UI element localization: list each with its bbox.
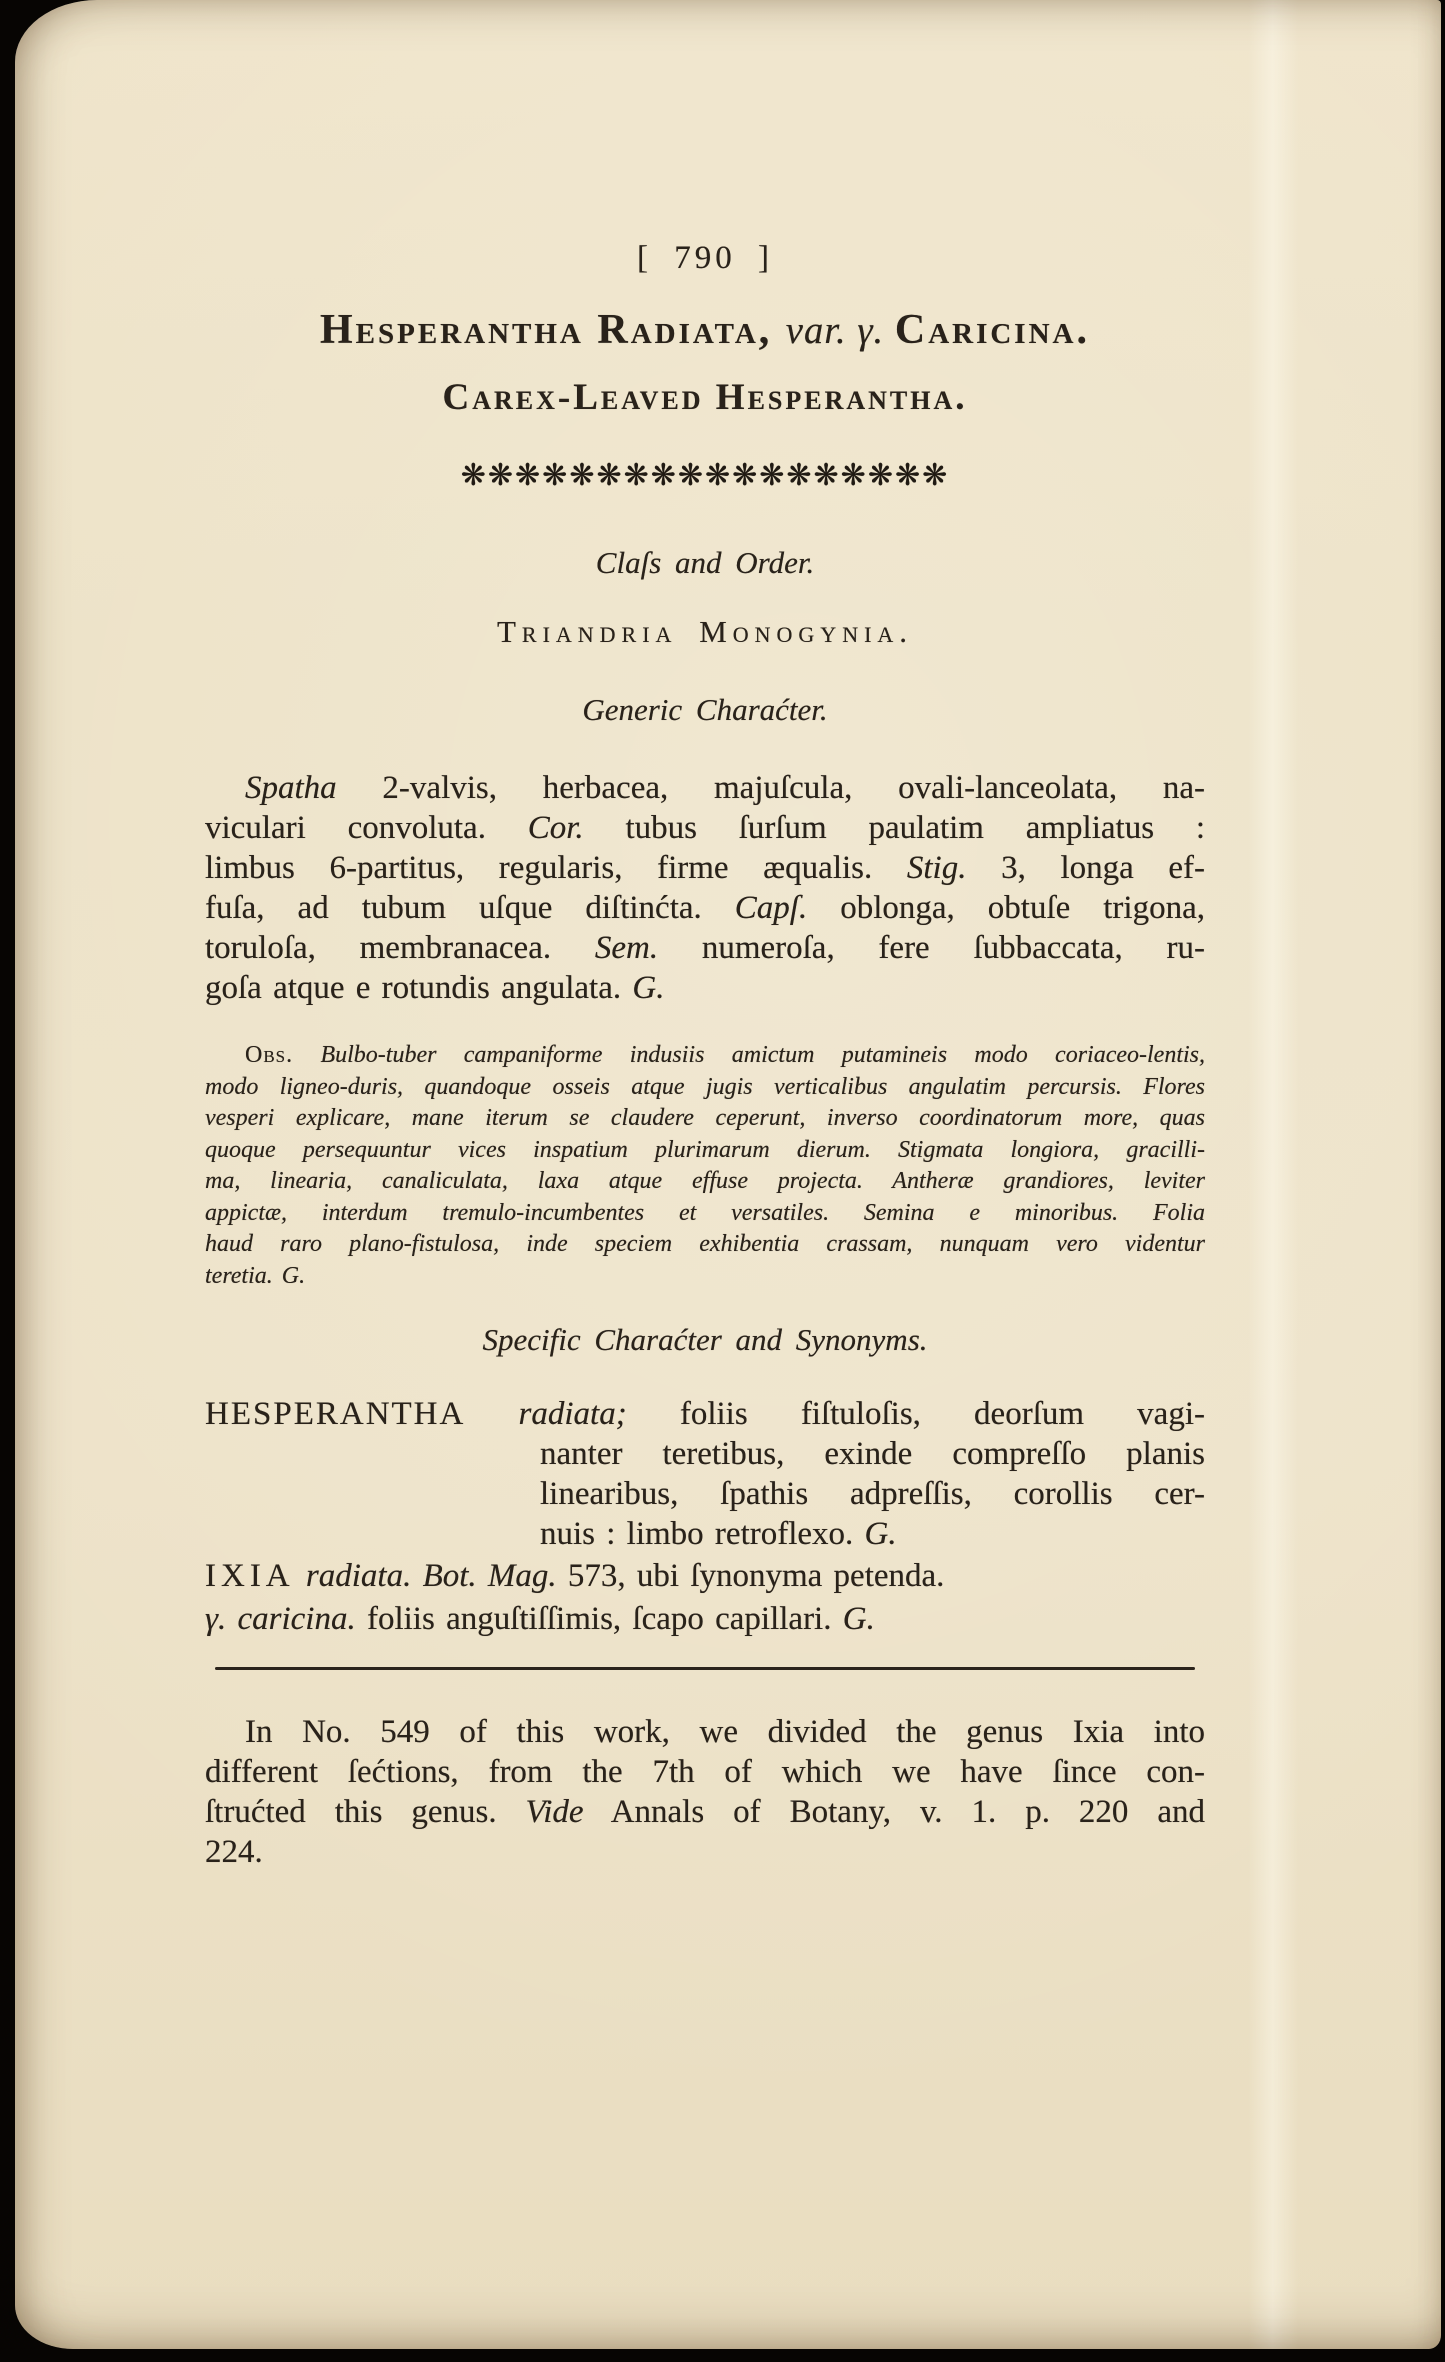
text-line: haud raro plano-fistulosa, inde speciem exhibentia crassam, nunquam vero videntur bbox=[205, 1231, 1205, 1257]
class-order-value: Triandria Monogynia. bbox=[496, 614, 914, 649]
observation-paragraph bbox=[205, 1040, 1205, 1292]
synonym-variety-line bbox=[205, 1599, 1205, 1639]
text-line: modo ligneo-duris, quandoque osseis atque jugis verticalibus angulatim percursis. Flores bbox=[205, 1073, 1205, 1100]
text-line: teretia. G. bbox=[205, 1262, 306, 1289]
text-line: toruloſa, membranacea. Sem. numeroſa, fere ſubbaccata, ru- bbox=[205, 930, 1205, 966]
text-line: Obs. Bulbo-tuber campaniforme indusiis amictum putamineis modo coriaceo-lentis, bbox=[245, 1042, 1205, 1068]
section-heading-generic-character: Generic Charaćter. bbox=[582, 692, 828, 727]
text-line: Spatha 2-valvis, herbacea, majuſcula, ovali-lanceolata, na- bbox=[245, 770, 1205, 806]
text-line: different ſećtions, from the 7th of which we have ſince con- bbox=[205, 1754, 1205, 1790]
text-line: nuis : limbo retroflexo. G. bbox=[540, 1516, 897, 1552]
genus-name: HESPERANTHA bbox=[205, 1396, 466, 1432]
divider-rule bbox=[215, 1667, 1195, 1670]
text-line: fuſa, ad tubum uſque diſtinćta. Capſ. oblonga, obtuſe trigona, bbox=[205, 890, 1205, 926]
specific-character-entry bbox=[205, 1394, 1205, 1554]
common-name-title bbox=[205, 376, 1205, 419]
variety-name: Caricina. bbox=[894, 307, 1090, 353]
text-line: vesperi explicare, mane iterum se claudere ceperunt, inverso coordinatorum more, quas bbox=[205, 1105, 1205, 1131]
synonym-ixia-line bbox=[205, 1556, 1205, 1596]
common-name-text: Carex-Leaved Hesperantha. bbox=[442, 377, 968, 418]
section-heading-class-and-order: Claſs and Order. bbox=[595, 545, 815, 580]
text-line: ſtrućted this genus. Vide Annals of Botany, v. 1. p. 220 and bbox=[205, 1794, 1205, 1830]
text-line: appictæ, interdum tremulo-incumbentes et versatiles. Semina e minoribus. Folia bbox=[205, 1199, 1205, 1226]
commentary-paragraph bbox=[205, 1712, 1205, 1872]
variety-label: var. γ. bbox=[785, 310, 895, 352]
text-line: goſa atque e rotundis angulata. G. bbox=[205, 970, 665, 1006]
text-line: quoque persequuntur vices inspatium plurimarum dierum. Stigmata longiora, gracilli- bbox=[205, 1136, 1205, 1163]
text-line: linearibus, ſpathis adpreſſis, corollis cer- bbox=[540, 1476, 1205, 1512]
entry-continuation bbox=[540, 1434, 1205, 1554]
text-line: IXIA radiata. Bot. Mag. 573, ubi ſynonyma petenda. bbox=[205, 1558, 945, 1594]
text-line: HESPERANTHA radiata; foliis fiſtuloſis, deorſum vagi- bbox=[205, 1396, 1205, 1432]
text-line: 224. bbox=[205, 1834, 263, 1870]
species-title bbox=[205, 306, 1205, 354]
page-number bbox=[205, 240, 1205, 277]
section-heading-specific-character: Specific Charaćter and Synonyms. bbox=[482, 1322, 928, 1357]
obs-label: Obs. bbox=[245, 1042, 294, 1068]
page-number-text: [ 790 ] bbox=[637, 240, 773, 276]
generic-character-paragraph bbox=[205, 768, 1205, 1008]
text-line: limbus 6-partitus, regularis, firme æqualis. Stig. 3, longa ef- bbox=[205, 850, 1205, 886]
species-name: Hesperantha Radiata, bbox=[320, 307, 786, 353]
text-line: In No. 549 of this work, we divided the genus Ixia into bbox=[245, 1714, 1205, 1750]
page-sheet bbox=[15, 0, 1441, 2349]
text-line: ma, linearia, canaliculata, laxa atque effuse projecta. Antheræ grandiores, leviter bbox=[205, 1168, 1205, 1194]
text-line: γ. caricina. foliis anguſtiſſimis, ſcapo capillari. G. bbox=[205, 1601, 875, 1637]
text-line: viculari convoluta. Cor. tubus ſurſum paulatim ampliatus : bbox=[205, 810, 1205, 846]
ornament-divider bbox=[205, 458, 1205, 493]
asterisk-row: ❋❋❋❋❋❋❋❋❋❋❋❋❋❋❋❋❋❋ bbox=[460, 458, 950, 493]
text-line: nanter teretibus, exinde compreſſo planis bbox=[540, 1436, 1205, 1472]
